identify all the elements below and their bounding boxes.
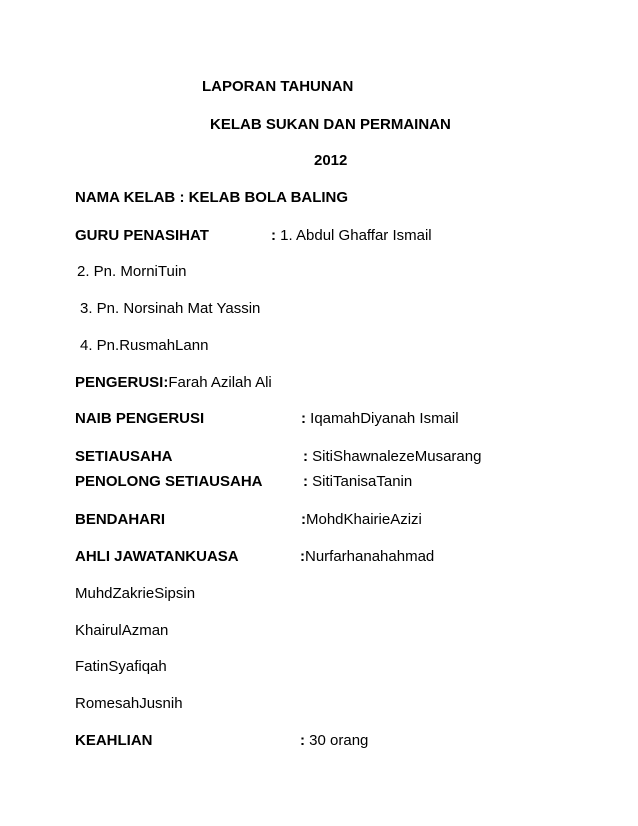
club-label: NAMA KELAB — [75, 189, 176, 206]
advisor-first-row — [271, 227, 432, 245]
club-separator: : — [179, 189, 185, 206]
membership-separator: : — [300, 732, 305, 749]
advisor-item: 3. Pn. Norsinah Mat Yassin — [80, 300, 261, 317]
treasurer-row — [301, 511, 422, 529]
committee-separator: : — [300, 548, 305, 565]
membership-value: 30 orang — [309, 732, 369, 749]
assistant-secretary-value: SitiTanisaTanin — [312, 473, 413, 490]
treasurer-separator: : — [301, 511, 306, 528]
committee-member: KhairulAzman — [75, 622, 169, 639]
membership-row — [300, 732, 368, 750]
chair-label: PENGERUSI: — [75, 374, 169, 391]
chair-row — [75, 374, 272, 392]
advisor-label: GURU PENASIHAT — [75, 227, 209, 244]
report-title: LAPORAN TAHUNAN — [202, 78, 354, 95]
membership-label: KEAHLIAN — [75, 732, 153, 749]
vice-chair-value: IqamahDiyanah Ismail — [310, 410, 459, 427]
chair-value: Farah Azilah Ali — [168, 374, 272, 391]
committee-row — [300, 548, 434, 566]
assistant-secretary-row — [303, 473, 412, 491]
report-subtitle: KELAB SUKAN DAN PERMAINAN — [210, 116, 451, 133]
committee-member: Nurfarhanahahmad — [305, 548, 435, 565]
committee-label: AHLI JAWATANKUASA — [75, 548, 239, 565]
secretary-row — [303, 448, 481, 466]
report-year: 2012 — [314, 152, 348, 169]
secretary-label: SETIAUSAHA — [75, 448, 173, 465]
vice-chair-separator: : — [301, 410, 306, 427]
treasurer-label: BENDAHARI — [75, 511, 165, 528]
assistant-secretary-label: PENOLONG SETIAUSAHA — [75, 473, 263, 490]
committee-member: RomesahJusnih — [75, 695, 183, 712]
secretary-value: SitiShawnalezeMusarang — [312, 448, 482, 465]
committee-member: MuhdZakrieSipsin — [75, 585, 196, 602]
committee-member: FatinSyafiqah — [75, 658, 167, 675]
secretary-separator: : — [303, 448, 308, 465]
club-value: KELAB BOLA BALING — [188, 189, 349, 206]
club-row — [75, 189, 348, 207]
advisor-item: 4. Pn.RusmahLann — [80, 337, 209, 354]
advisor-item: 2. Pn. MorniTuin — [77, 263, 187, 280]
advisor-separator: : — [271, 227, 276, 244]
assistant-secretary-separator: : — [303, 473, 308, 490]
advisor-item: 1. Abdul Ghaffar Ismail — [280, 227, 432, 244]
vice-chair-label: NAIB PENGERUSI — [75, 410, 205, 427]
vice-chair-row — [301, 410, 459, 428]
treasurer-value: MohdKhairieAzizi — [306, 511, 422, 528]
